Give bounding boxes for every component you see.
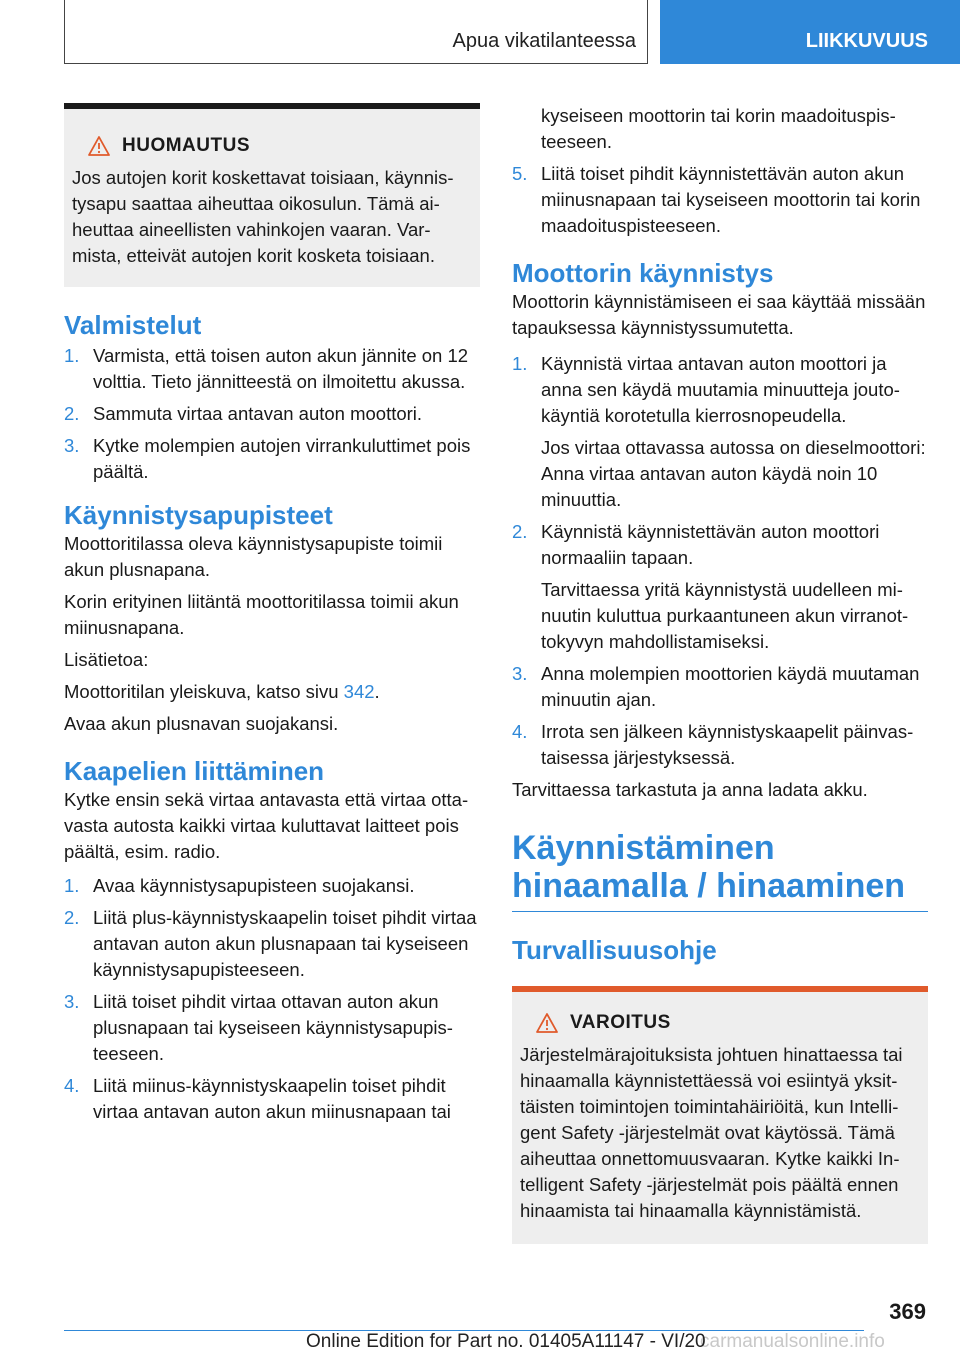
page-number: 369 (889, 1299, 926, 1324)
step-text: Käynnistä käynnistettävän auton moottori normaaliin tapaan. (541, 521, 880, 568)
warning-title-text: VAROITUS (570, 1012, 671, 1033)
step-text: Irrota sen jälkeen käynnistyskaapelit päinvastaisessa järjestyksessä. (541, 721, 914, 768)
warning-title (536, 1012, 918, 1034)
warning-triangle-icon (536, 1013, 558, 1033)
list-item (64, 989, 480, 1067)
list-item (512, 519, 928, 655)
right-column (512, 103, 928, 1244)
step-text: Liitä plus-käynnistyskaapelin toiset pihdit virtaa antavan auton akun plusnapaan tai kyseiseen käynnistysapupisteeseen. (93, 907, 477, 980)
warning-box (512, 986, 928, 1244)
heading-kaynnistaminen-line1: Käynnistäminen (512, 829, 775, 867)
page-reference-link[interactable]: 342 (343, 681, 375, 702)
step-extra-text: Jos virtaa ottavassa autossa on dieselmoottori: Anna virtaa antavan auton käydä noin 10 minuuttia. (541, 437, 926, 510)
list-item-continued (512, 103, 928, 155)
points-paragraph-3: Lisätietoa: (64, 649, 149, 670)
notice-title (88, 135, 470, 157)
step-content (541, 519, 928, 655)
step-extra-text: Tarvittaessa yritä käynnistystä uudelleen minuutin kuluttua purkaantuneen akun virranottokyvyn mahdollistamiseksi. (541, 579, 909, 652)
list-item (512, 351, 928, 513)
notice-title-text: HUOMAUTUS (122, 135, 250, 156)
list-item (64, 905, 480, 983)
watermark: carmanualsonline.info (700, 1331, 885, 1352)
header-section-title: Apua vikatilanteessa (452, 30, 636, 52)
step-text: kyseiseen moottorin tai korin maadoituspisteeseen. (541, 105, 896, 152)
points-paragraph-5: Avaa akun plusnavan suojakansi. (64, 713, 339, 734)
reference-end: . (374, 681, 380, 702)
heading-kaynnistaminen-line2: hinaamalla / hinaaminen (512, 867, 906, 905)
step-number: 3. (512, 663, 528, 684)
step-number: 4. (64, 1075, 80, 1096)
list-item (64, 343, 480, 395)
step-text: Käynnistä virtaa antavan auton moottori ja anna sen käydä muutamia minuutteja joutokäyntiä korotetulla kierrosnopeudella. (541, 353, 900, 426)
step-number: 5. (512, 163, 528, 184)
points-paragraph-2: Korin erityinen liitäntä moottoritilassa toimii akun miinusnapana. (64, 591, 459, 638)
list-item (512, 661, 928, 713)
list-item (512, 719, 928, 771)
list-item (64, 1073, 480, 1125)
step-number: 2. (512, 521, 528, 542)
chapter-heading-block (512, 829, 928, 912)
step-number: 3. (64, 991, 80, 1012)
step-number: 2. (64, 907, 80, 928)
heading-turvallisuusohje: Turvallisuusohje (512, 935, 717, 965)
step-text: Liitä toiset pihdit käynnistettävän auton akun miinusnapaan tai kyseiseen moottorin tai korin maadoituspisteeseen. (541, 163, 921, 236)
step-text: Liitä miinus-käynnistyskaapelin toiset pihdit virtaa antavan auton akun miinusnapaan tai (93, 1075, 451, 1122)
heading-moottorin-kaynnistys: Moottorin käynnistys (512, 258, 774, 288)
heading-valmistelut: Valmistelut (64, 310, 202, 340)
engine-steps (512, 351, 928, 771)
step-number: 1. (64, 875, 80, 896)
warning-triangle-icon (88, 136, 110, 156)
step-text: Varmista, että toisen auton akun jännite on 12 volttia. Tieto jännitteestä on ilmoitettu akussa. (93, 345, 469, 392)
points-paragraph-4 (64, 679, 480, 705)
notice-text: Jos autojen korit koskettavat toisiaan, käynnistysapu saattaa aiheuttaa oikosulun. Tämä aiheuttaa aineellisten vahinkojen vaaran. Varmista, etteivät autojen korit kosketa toisiaan. (72, 167, 454, 266)
heading-kaynnistysapupisteet: Käynnistysapupisteet (64, 500, 333, 530)
step-number: 1. (512, 353, 528, 374)
step-content (541, 351, 928, 513)
step-number: 2. (64, 403, 80, 424)
left-column (64, 103, 480, 1131)
heading-kaapelien-liittaminen: Kaapelien liittäminen (64, 756, 325, 786)
notice-box (64, 103, 480, 287)
header-chapter-tab: LIIKKUVUUS (660, 0, 960, 64)
list-item (64, 433, 480, 485)
warning-text: Järjestelmärajoituksista johtuen hinattaessa tai hinaamalla käynnistettäessä voi esiintyä yksittäisten toimintojen toimintahäiriöitä, kun Intelligent Safety -järjestelmät ovat käytössä. Tämä aiheuttaa onnettomuusvaaran. Kytke kaikki Intelligent Safety -järjestelmät pois päältä ennen hinaamista tai hinaamalla käynnistämistä. (520, 1044, 903, 1221)
step-text: Avaa käynnistysapupisteen suojakansi. (93, 875, 415, 896)
engine-intro: Moottorin käynnistämiseen ei saa käyttää missään tapauksessa käynnistyssumutetta. (512, 291, 926, 338)
list-item (64, 873, 480, 899)
step-text: Anna molempien moottorien käydä muutaman minuutin ajan. (541, 663, 920, 710)
cables-intro: Kytke ensin sekä virtaa antavasta että virtaa ottavasta autosta kaikki virtaa kuluttavat laitteet pois päältä, esim. radio. (64, 789, 469, 862)
step-number-empty (512, 103, 541, 155)
step-number: 3. (64, 435, 80, 456)
cable-steps (64, 873, 480, 1125)
prep-steps (64, 343, 480, 485)
edition-text: Online Edition for Part no. 01405A11147 - VI/20 (306, 1331, 706, 1352)
step-text: Liitä toiset pihdit virtaa ottavan auton akun plusnapaan tai kyseiseen käynnistysapupisteeseen. (93, 991, 453, 1064)
cable-steps-continued (512, 103, 928, 239)
engine-outro: Tarvittaessa tarkastuta ja anna ladata akku. (512, 779, 868, 800)
reference-text: Moottoritilan yleiskuva, katso sivu (64, 681, 344, 702)
step-text: Sammuta virtaa antavan auton moottori. (93, 403, 423, 424)
step-text: Kytke molempien autojen virrankuluttimet pois päältä. (93, 435, 471, 482)
list-item (64, 401, 480, 427)
list-item (512, 161, 928, 239)
step-number: 1. (64, 345, 80, 366)
points-paragraph-1: Moottoritilassa oleva käynnistysapupiste toimii akun plusnapana. (64, 533, 443, 580)
step-number: 4. (512, 721, 528, 742)
